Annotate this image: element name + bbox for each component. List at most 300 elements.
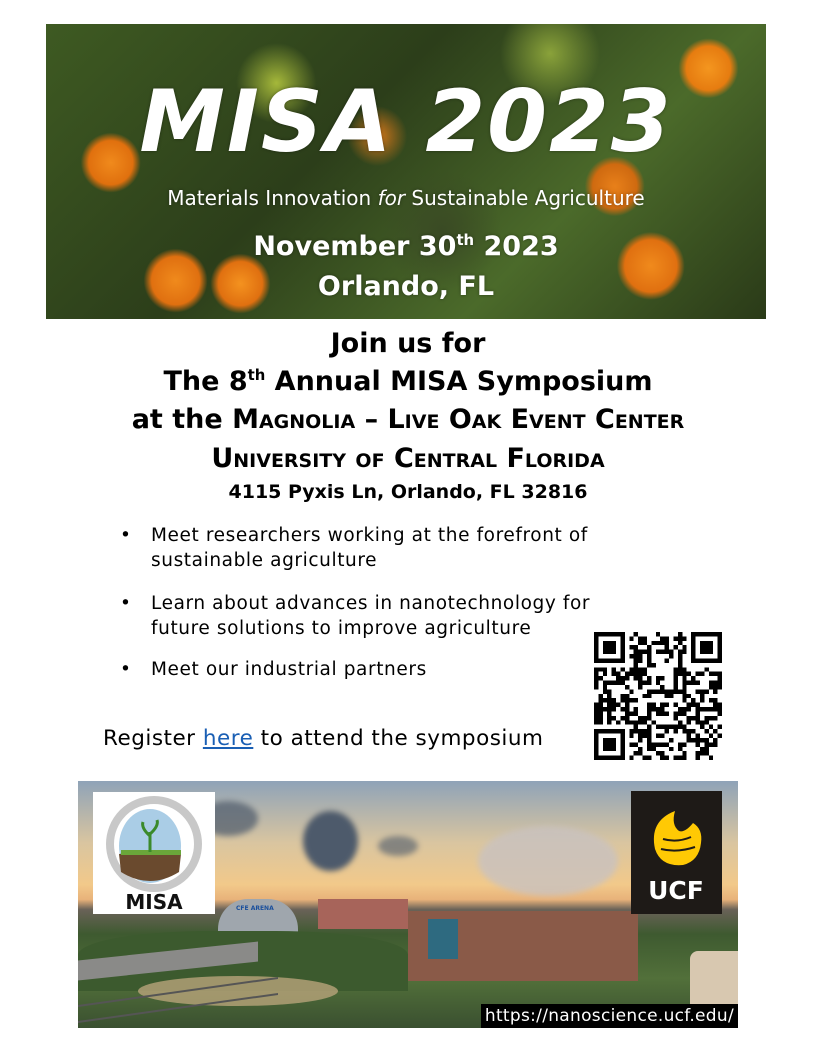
qr-module <box>709 725 713 729</box>
qr-module <box>682 711 686 715</box>
qr-module <box>594 685 598 689</box>
qr-module <box>665 658 669 662</box>
qr-module <box>603 689 607 693</box>
qr-module <box>673 725 677 729</box>
qr-module <box>638 636 642 640</box>
qr-module <box>700 725 704 729</box>
qr-module <box>612 667 616 671</box>
qr-module <box>629 654 633 658</box>
qr-module <box>638 650 642 654</box>
qr-module <box>598 676 602 680</box>
bullet-dot: • <box>120 659 132 680</box>
qr-module <box>709 742 713 746</box>
qr-module <box>700 698 704 702</box>
qr-module <box>691 681 695 685</box>
qr-module <box>673 645 677 649</box>
qr-module <box>700 707 704 711</box>
qr-module <box>598 694 602 698</box>
qr-module <box>647 663 651 667</box>
qr-module <box>634 725 638 729</box>
qr-module <box>647 742 651 746</box>
qr-module <box>638 747 642 751</box>
qr-module <box>643 716 647 720</box>
qr-module <box>660 676 664 680</box>
arena-sign: CFE ARENA <box>236 905 274 912</box>
qr-module <box>643 636 647 640</box>
qr-module <box>638 667 642 671</box>
qr-module <box>696 689 700 693</box>
qr-module <box>682 672 686 676</box>
qr-module <box>647 756 651 760</box>
venue-prefix: at the <box>131 404 233 435</box>
qr-module <box>629 720 633 724</box>
qr-module <box>651 747 655 751</box>
qr-module <box>678 663 682 667</box>
qr-module <box>678 636 682 640</box>
qr-module <box>629 756 633 760</box>
qr-module <box>665 641 669 645</box>
qr-module <box>682 645 686 649</box>
qr-module <box>660 650 664 654</box>
qr-module <box>718 676 722 680</box>
qr-module <box>634 720 638 724</box>
qr-module <box>643 681 647 685</box>
qr-module <box>709 681 713 685</box>
bullet-text: Learn about advances in nanotechnology for future solutions to improve agriculture <box>151 593 591 639</box>
bullet-dot: • <box>120 593 132 614</box>
qr-code[interactable] <box>594 632 722 760</box>
qr-module <box>647 645 651 649</box>
qr-module <box>638 729 642 733</box>
qr-module <box>607 681 611 685</box>
qr-module <box>603 667 607 671</box>
qr-module <box>656 734 660 738</box>
register-link[interactable]: here <box>202 726 254 751</box>
qr-module <box>625 720 629 724</box>
qr-module <box>594 720 598 724</box>
qr-module <box>718 672 722 676</box>
qr-module <box>620 707 624 711</box>
qr-module <box>594 703 598 707</box>
qr-module <box>713 689 717 693</box>
qr-module <box>616 703 620 707</box>
qr-module <box>696 734 700 738</box>
qr-module <box>665 636 669 640</box>
qr-module <box>673 711 677 715</box>
qr-module <box>696 711 700 715</box>
qr-module <box>665 645 669 649</box>
event-title: MISA 2023 <box>139 72 673 172</box>
qr-module <box>647 654 651 658</box>
qr-module <box>616 672 620 676</box>
date-sup: th <box>456 231 475 249</box>
qr-module <box>687 681 691 685</box>
qr-module <box>625 711 629 715</box>
qr-module <box>696 707 700 711</box>
qr-module <box>620 716 624 720</box>
qr-module <box>647 729 651 733</box>
qr-module <box>669 694 673 698</box>
qr-module <box>647 694 651 698</box>
qr-module <box>673 636 677 640</box>
subtitle-text-end: Sustainable Agriculture <box>405 186 645 210</box>
qr-module <box>598 703 602 707</box>
qr-module <box>634 751 638 755</box>
qr-module <box>704 707 708 711</box>
qr-module <box>651 720 655 724</box>
qr-module <box>660 689 664 693</box>
qr-module <box>647 681 651 685</box>
qr-module <box>629 645 633 649</box>
event-subtitle <box>46 186 766 210</box>
qr-module <box>696 742 700 746</box>
qr-module <box>607 689 611 693</box>
qr-module <box>682 742 686 746</box>
website-url[interactable]: https://nanoscience.ucf.edu/ <box>481 1004 738 1028</box>
qr-module <box>625 694 629 698</box>
qr-module <box>673 685 677 689</box>
qr-module <box>673 729 677 733</box>
qr-module <box>665 729 669 733</box>
qr-module <box>643 756 647 760</box>
qr-module <box>704 689 708 693</box>
qr-module <box>696 681 700 685</box>
qr-module <box>647 658 651 662</box>
qr-module <box>616 676 620 680</box>
qr-module <box>634 663 638 667</box>
qr-module <box>709 685 713 689</box>
qr-module <box>673 703 677 707</box>
qr-module <box>607 694 611 698</box>
bullet-text: Meet our industrial partners <box>151 659 427 680</box>
qr-module <box>638 681 642 685</box>
qr-module <box>612 703 616 707</box>
qr-module <box>629 729 633 733</box>
qr-module <box>660 756 664 760</box>
intro-line: Join us for <box>330 328 486 359</box>
qr-module <box>709 672 713 676</box>
qr-module <box>704 747 708 751</box>
qr-module <box>687 672 691 676</box>
qr-module <box>634 645 638 649</box>
qr-module <box>700 738 704 742</box>
qr-module <box>603 681 607 685</box>
qr-module <box>673 672 677 676</box>
qr-module <box>665 711 669 715</box>
qr-module <box>647 689 651 693</box>
qr-module <box>607 711 611 715</box>
building <box>318 899 408 929</box>
qr-module <box>678 650 682 654</box>
register-text-end: to attend the symposium <box>253 726 544 751</box>
qr-module <box>634 667 638 671</box>
cloud <box>378 836 418 856</box>
qr-module <box>704 751 708 755</box>
qr-module <box>660 641 664 645</box>
qr-module <box>612 698 616 702</box>
qr-module <box>704 667 708 671</box>
qr-module <box>696 720 700 724</box>
qr-module <box>696 672 700 676</box>
misa-globe-icon <box>93 792 215 914</box>
building-windows <box>428 919 458 959</box>
qr-module <box>718 711 722 715</box>
qr-module <box>660 636 664 640</box>
symposium-heading <box>0 366 816 397</box>
register-line <box>103 726 543 751</box>
qr-module <box>603 738 616 751</box>
qr-module <box>656 689 660 693</box>
qr-module <box>682 681 686 685</box>
qr-module <box>713 729 717 733</box>
qr-module <box>598 711 602 715</box>
qr-module <box>660 685 664 689</box>
qr-module <box>598 716 602 720</box>
qr-module <box>665 689 669 693</box>
qr-module <box>638 738 642 742</box>
qr-module <box>634 658 638 662</box>
qr-module <box>647 716 651 720</box>
qr-module <box>713 716 717 720</box>
qr-module <box>647 650 651 654</box>
qr-module <box>656 632 660 636</box>
qr-module <box>634 698 638 702</box>
qr-module <box>691 738 695 742</box>
qr-module <box>678 672 682 676</box>
qr-module <box>700 689 704 693</box>
qr-module <box>696 756 700 760</box>
qr-module <box>678 632 682 636</box>
qr-module <box>629 672 633 676</box>
qr-module <box>603 672 607 676</box>
qr-module <box>607 707 611 711</box>
header-banner <box>46 24 766 319</box>
qr-module <box>607 703 611 707</box>
cloud <box>478 826 618 896</box>
venue-name: Magnolia – Live Oak Event Center <box>232 404 685 435</box>
qr-module <box>713 698 717 702</box>
qr-module <box>713 738 717 742</box>
qr-module <box>678 654 682 658</box>
qr-module <box>629 689 633 693</box>
qr-module <box>656 707 660 711</box>
qr-module <box>638 672 642 676</box>
qr-module <box>594 707 598 711</box>
qr-module <box>691 716 695 720</box>
qr-module <box>625 672 629 676</box>
venue-line <box>0 404 816 435</box>
qr-module <box>603 698 607 702</box>
qr-module <box>643 650 647 654</box>
qr-module <box>678 747 682 751</box>
cloud <box>303 811 358 871</box>
qr-module <box>656 742 660 746</box>
qr-module <box>665 650 669 654</box>
qr-module <box>713 685 717 689</box>
qr-module <box>656 676 660 680</box>
svg-text:MISA: MISA <box>125 890 183 914</box>
qr-module <box>607 716 611 720</box>
qr-module <box>682 756 686 760</box>
qr-module <box>673 689 677 693</box>
qr-module <box>687 707 691 711</box>
qr-module <box>704 738 708 742</box>
qr-module <box>612 716 616 720</box>
qr-module <box>665 756 669 760</box>
qr-module <box>634 711 638 715</box>
qr-module <box>620 681 624 685</box>
qr-module <box>704 716 708 720</box>
qr-module <box>696 738 700 742</box>
qr-module <box>620 676 624 680</box>
qr-module <box>651 641 655 645</box>
qr-module <box>673 681 677 685</box>
qr-module <box>634 632 638 636</box>
ucf-logo <box>631 791 722 914</box>
subtitle-text: Materials Innovation <box>167 186 378 210</box>
qr-module <box>634 654 638 658</box>
qr-module <box>678 720 682 724</box>
qr-module <box>682 751 686 755</box>
qr-module <box>687 716 691 720</box>
qr-module <box>620 667 624 671</box>
qr-module <box>612 681 616 685</box>
qr-module <box>660 711 664 715</box>
qr-module <box>718 703 722 707</box>
qr-module <box>616 720 620 724</box>
misa-logo <box>93 792 215 914</box>
qr-module <box>669 689 673 693</box>
qr-module <box>603 707 607 711</box>
qr-module <box>643 667 647 671</box>
qr-module <box>656 725 660 729</box>
qr-module <box>656 641 660 645</box>
qr-module <box>673 676 677 680</box>
qr-module <box>634 650 638 654</box>
qr-module <box>704 742 708 746</box>
event-location: Orlando, FL <box>317 271 495 302</box>
qr-module <box>594 716 598 720</box>
qr-module <box>682 689 686 693</box>
qr-module <box>700 751 704 755</box>
qr-module <box>713 681 717 685</box>
qr-module <box>607 698 611 702</box>
qr-module <box>687 720 691 724</box>
qr-module <box>678 689 682 693</box>
qr-module <box>673 756 677 760</box>
qr-module <box>669 747 673 751</box>
qr-module <box>629 636 633 640</box>
qr-module <box>656 751 660 755</box>
qr-module <box>620 698 624 702</box>
qr-module <box>682 729 686 733</box>
qr-module <box>625 676 629 680</box>
campus-photo <box>78 781 738 1028</box>
qr-module <box>660 703 664 707</box>
qr-module <box>682 725 686 729</box>
qr-module <box>634 676 638 680</box>
qr-module <box>643 694 647 698</box>
qr-module <box>673 716 677 720</box>
qr-module <box>709 716 713 720</box>
qr-module <box>673 667 677 671</box>
qr-module <box>638 676 642 680</box>
qr-module <box>634 742 638 746</box>
qr-module <box>656 711 660 715</box>
qr-module <box>678 725 682 729</box>
qr-module <box>682 676 686 680</box>
qr-module <box>660 742 664 746</box>
qr-module <box>643 641 647 645</box>
qr-module <box>594 711 598 715</box>
university-name: University of Central Florida <box>211 443 605 474</box>
qr-module <box>691 676 695 680</box>
qr-module <box>678 742 682 746</box>
qr-module <box>638 716 642 720</box>
qr-module <box>709 698 713 702</box>
qr-module <box>647 676 651 680</box>
qr-module <box>660 707 664 711</box>
qr-module <box>700 747 704 751</box>
qr-module <box>625 707 629 711</box>
qr-module <box>682 685 686 689</box>
qr-module <box>643 720 647 724</box>
qr-module <box>629 698 633 702</box>
qr-module <box>718 734 722 738</box>
qr-module <box>700 720 704 724</box>
qr-module <box>682 636 686 640</box>
qr-module <box>651 703 655 707</box>
qr-module <box>696 716 700 720</box>
qr-module <box>647 747 651 751</box>
qr-module <box>647 734 651 738</box>
ucf-logo-text: UCF <box>648 876 704 905</box>
qr-module <box>598 667 602 671</box>
qr-module <box>594 681 598 685</box>
date-text: November 30 <box>253 231 457 262</box>
qr-module <box>713 703 717 707</box>
qr-module <box>704 729 708 733</box>
qr-module <box>669 738 673 742</box>
qr-module <box>669 725 673 729</box>
qr-module <box>678 658 682 662</box>
qr-module <box>713 707 717 711</box>
qr-module <box>709 734 713 738</box>
qr-module <box>678 707 682 711</box>
qr-module <box>704 720 708 724</box>
qr-module <box>629 742 633 746</box>
qr-module <box>598 720 602 724</box>
qr-module <box>643 729 647 733</box>
qr-module <box>638 720 642 724</box>
qr-module <box>678 711 682 715</box>
qr-module <box>682 667 686 671</box>
qr-module <box>638 751 642 755</box>
qr-module <box>647 711 651 715</box>
qr-module <box>647 725 651 729</box>
qr-module <box>634 672 638 676</box>
qr-module <box>696 703 700 707</box>
qr-module <box>612 707 616 711</box>
qr-module <box>687 694 691 698</box>
address: 4115 Pyxis Ln, Orlando, FL 32816 <box>228 481 588 503</box>
bullet-dot: • <box>120 525 132 546</box>
qr-module <box>691 703 695 707</box>
heading-text: The 8 <box>163 366 248 397</box>
qr-module <box>638 641 642 645</box>
qr-module <box>634 729 638 733</box>
qr-module <box>665 725 669 729</box>
